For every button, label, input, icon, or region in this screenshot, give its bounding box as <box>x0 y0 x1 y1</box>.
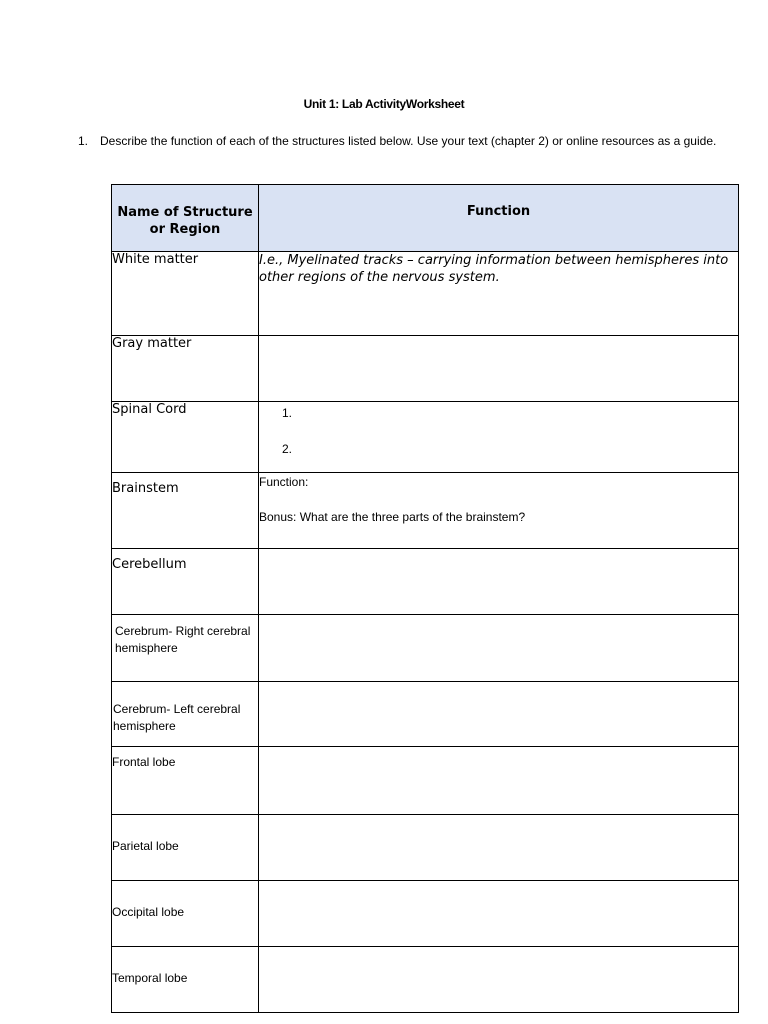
list-item: 2. <box>282 442 293 456</box>
table-header-row <box>112 185 739 252</box>
table-row <box>112 473 739 549</box>
question-number: 1. <box>78 134 89 148</box>
header-function: Function <box>259 185 739 252</box>
function-cell[interactable] <box>259 473 739 549</box>
function-cell[interactable] <box>259 402 739 473</box>
function-cell[interactable]: I.e., Myelinated tracks – carrying information between hemispheres into other regions of the nervous system. <box>259 252 739 336</box>
header-structure-name: Name of Structure or Region <box>112 185 259 252</box>
function-cell[interactable] <box>259 815 739 881</box>
structure-name: White matter <box>112 252 259 336</box>
list-item: 1. <box>282 406 293 420</box>
structure-name: Gray matter <box>112 336 259 402</box>
structure-name: Parietal lobe <box>112 815 259 881</box>
question-1 <box>78 133 728 150</box>
table-row <box>112 881 739 947</box>
function-cell[interactable] <box>259 947 739 1013</box>
structures-table <box>111 184 739 1013</box>
structure-name: Spinal Cord <box>112 402 259 473</box>
function-cell[interactable] <box>259 747 739 815</box>
table-row <box>112 615 739 682</box>
function-list <box>259 402 738 458</box>
function-cell[interactable] <box>259 336 739 402</box>
structure-name: Frontal lobe <box>112 747 259 815</box>
table-row <box>112 402 739 473</box>
structure-name: Cerebrum- Left cerebral hemisphere <box>112 682 259 747</box>
function-cell[interactable] <box>259 615 739 682</box>
function-cell[interactable] <box>259 682 739 747</box>
structure-name: Brainstem <box>112 473 259 549</box>
function-cell[interactable] <box>259 881 739 947</box>
structure-name: Occipital lobe <box>112 881 259 947</box>
structure-name: Cerebrum- Right cerebral hemisphere <box>112 615 259 682</box>
table-row <box>112 336 739 402</box>
table-row <box>112 682 739 747</box>
question-text: Describe the function of each of the structures listed below. Use your text (chapter 2) or online resources as a guide. <box>100 134 717 148</box>
table-row <box>112 947 739 1013</box>
table-row <box>112 815 739 881</box>
structure-name: Cerebellum <box>112 549 259 615</box>
worksheet-title: Unit 1: Lab ActivityWorksheet <box>303 97 465 111</box>
bonus-question: Bonus: What are the three parts of the brainstem? <box>259 510 526 524</box>
table-row <box>112 252 739 336</box>
function-cell[interactable] <box>259 549 739 615</box>
function-label: Function: <box>259 475 309 489</box>
table-row <box>112 747 739 815</box>
brainstem-function <box>259 473 738 526</box>
table-row <box>112 549 739 615</box>
structure-name: Temporal lobe <box>112 947 259 1013</box>
